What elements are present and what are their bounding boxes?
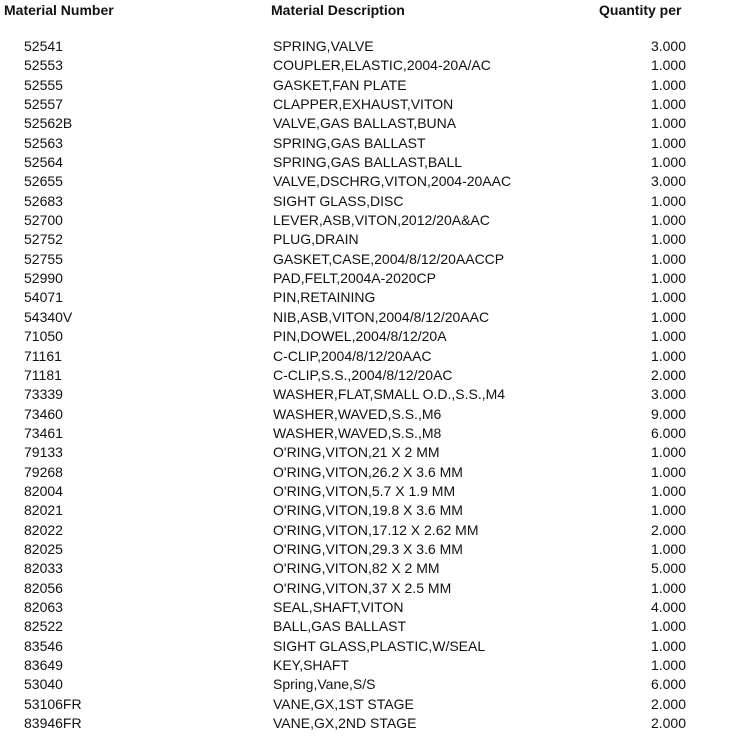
material-description-cell: VALVE,GAS BALLAST,BUNA (273, 115, 457, 132)
table-row (0, 598, 740, 617)
table-row (0, 579, 740, 598)
table-row (0, 675, 740, 694)
material-number-cell: 82033 (24, 560, 63, 577)
material-description-cell: O'RING,VITON,19.8 X 3.6 MM (273, 502, 463, 519)
material-description-cell: SIGHT GLASS,DISC (273, 192, 404, 209)
parts-table-body (0, 37, 740, 733)
quantity-cell: 1.000 (650, 347, 686, 364)
quantity-cell: 9.000 (650, 405, 686, 422)
material-number-cell: 52553 (24, 57, 63, 74)
quantity-cell: 1.000 (650, 96, 686, 113)
table-row (0, 37, 740, 56)
material-description-cell: PLUG,DRAIN (273, 231, 359, 248)
table-row (0, 114, 740, 133)
quantity-cell: 1.000 (650, 270, 686, 287)
table-row (0, 463, 740, 482)
table-row (0, 172, 740, 191)
material-number-cell: 52700 (24, 212, 63, 229)
material-number-cell: 73461 (24, 424, 63, 441)
material-description-cell: CLAPPER,EXHAUST,VITON (273, 96, 454, 113)
quantity-cell: 5.000 (650, 560, 686, 577)
quantity-cell: 3.000 (650, 173, 686, 190)
material-description-cell: SEAL,SHAFT,VITON (273, 598, 404, 615)
table-row (0, 540, 740, 559)
material-number-cell: 52562B (24, 115, 73, 132)
material-number-cell: 82022 (24, 521, 63, 538)
material-number-cell: 82522 (24, 618, 63, 635)
table-row (0, 385, 740, 404)
table-row (0, 366, 740, 385)
table-row (0, 250, 740, 269)
material-description-cell: VANE,GX,1ST STAGE (273, 695, 414, 712)
material-description-cell: O'RING,VITON,17.12 X 2.62 MM (273, 521, 479, 538)
material-number-cell: 73339 (24, 386, 63, 403)
material-description-cell: SPRING,GAS BALLAST,BALL (273, 154, 463, 171)
quantity-cell: 1.000 (650, 482, 686, 499)
material-description-cell: C-CLIP,S.S.,2004/8/12/20AC (273, 366, 453, 383)
quantity-cell: 1.000 (650, 192, 686, 209)
material-description-cell: NIB,ASB,VITON,2004/8/12/20AAC (273, 308, 490, 325)
material-number-cell: 54071 (24, 289, 63, 306)
material-number-cell: 52555 (24, 76, 63, 93)
quantity-cell: 1.000 (650, 657, 686, 673)
material-description-cell: WASHER,WAVED,S.S.,M8 (273, 424, 442, 441)
material-description-cell: O'RING,VITON,26.2 X 3.6 MM (273, 463, 463, 480)
table-row (0, 211, 740, 230)
table-row (0, 230, 740, 249)
material-number-cell: 52564 (24, 154, 63, 171)
material-number-cell: 53040 (24, 676, 63, 693)
table-row (0, 327, 740, 346)
material-number-cell: 82004 (24, 482, 63, 499)
material-description-cell: O'RING,VITON,37 X 2.5 MM (273, 579, 452, 596)
material-number-cell: 52563 (24, 134, 63, 151)
material-description-cell: GASKET,CASE,2004/8/12/20AACCP (273, 250, 505, 267)
table-row (0, 443, 740, 462)
material-description-cell: KEY,SHAFT (273, 657, 349, 673)
table-row (0, 617, 740, 636)
quantity-cell: 3.000 (650, 38, 686, 54)
quantity-cell: 1.000 (650, 444, 686, 461)
table-row (0, 637, 740, 656)
quantity-cell: 1.000 (650, 154, 686, 171)
table-row (0, 192, 740, 211)
quantity-cell: 2.000 (650, 521, 686, 538)
material-description-cell: O'RING,VITON,29.3 X 3.6 MM (273, 540, 463, 557)
material-description-cell: SPRING,GAS BALLAST (273, 134, 426, 151)
table-row (0, 695, 740, 714)
table-row (0, 269, 740, 288)
quantity-cell: 6.000 (650, 424, 686, 441)
quantity-cell: 2.000 (650, 366, 686, 383)
material-number-cell: 82056 (24, 579, 63, 596)
material-description-cell: PAD,FELT,2004A-2020CP (273, 270, 436, 287)
quantity-cell: 3.000 (650, 386, 686, 403)
material-number-cell: 71050 (24, 328, 63, 345)
material-description-cell: O'RING,VITON,5.7 X 1.9 MM (273, 482, 456, 499)
material-description-cell: BALL,GAS BALLAST (273, 618, 407, 635)
quantity-cell: 2.000 (650, 715, 686, 732)
material-number-cell: 73460 (24, 405, 63, 422)
table-row (0, 288, 740, 307)
quantity-cell: 1.000 (650, 308, 686, 325)
table-row (0, 521, 740, 540)
material-number-cell: 83946FR (24, 715, 82, 732)
material-description-cell: VALVE,DSCHRG,VITON,2004-20AAC (273, 173, 512, 190)
material-description-cell: C-CLIP,2004/8/12/20AAC (273, 347, 432, 364)
quantity-cell: 1.000 (650, 231, 686, 248)
quantity-cell: 1.000 (650, 212, 686, 229)
quantity-cell: 1.000 (650, 502, 686, 519)
table-row (0, 559, 740, 578)
material-description-cell: LEVER,ASB,VITON,2012/20A&AC (273, 212, 490, 229)
table-row (0, 308, 740, 327)
material-description-cell: WASHER,FLAT,SMALL O.D.,S.S.,M4 (273, 386, 506, 403)
material-description-cell: PIN,RETAINING (273, 289, 376, 306)
material-number-cell: 52541 (24, 38, 63, 54)
table-row (0, 424, 740, 443)
quantity-cell: 2.000 (650, 695, 686, 712)
material-number-cell: 52683 (24, 192, 63, 209)
material-number-header: Material Number (4, 2, 114, 18)
quantity-cell: 1.000 (650, 579, 686, 596)
table-row (0, 714, 740, 733)
quantity-cell: 4.000 (650, 598, 686, 615)
material-number-cell: 52752 (24, 231, 63, 248)
table-row (0, 76, 740, 95)
table-row (0, 482, 740, 501)
quantity-cell: 6.000 (650, 676, 686, 693)
quantity-cell: 1.000 (650, 540, 686, 557)
quantity-cell: 1.000 (650, 463, 686, 480)
quantity-cell: 1.000 (650, 250, 686, 267)
table-row (0, 56, 740, 75)
material-number-cell: 83546 (24, 637, 63, 654)
material-number-cell: 71161 (24, 347, 62, 364)
material-number-cell: 52655 (24, 173, 63, 190)
material-number-cell: 52557 (24, 96, 63, 113)
quantity-cell: 1.000 (650, 637, 686, 654)
material-description-cell: SPRING,VALVE (273, 38, 374, 54)
material-description-cell: Spring,Vane,S/S (273, 676, 376, 693)
material-number-cell: 83649 (24, 657, 63, 673)
material-description-cell: PIN,DOWEL,2004/8/12/20A (273, 328, 447, 345)
table-row (0, 347, 740, 366)
quantity-cell: 1.000 (650, 115, 686, 132)
table-row (0, 405, 740, 424)
material-description-cell: SIGHT GLASS,PLASTIC,W/SEAL (273, 637, 486, 654)
quantity-cell: 1.000 (650, 134, 686, 151)
table-row (0, 656, 740, 675)
quantity-cell: 1.000 (650, 328, 686, 345)
material-number-cell: 79268 (24, 463, 63, 480)
material-description-cell: O'RING,VITON,21 X 2 MM (273, 444, 440, 461)
table-row (0, 95, 740, 114)
material-number-cell: 52990 (24, 270, 63, 287)
material-number-cell: 82025 (24, 540, 63, 557)
material-number-cell: 82021 (24, 502, 63, 519)
material-number-cell: 71181 (24, 366, 62, 383)
quantity-per-header: Quantity per (599, 2, 682, 18)
material-number-cell: 52755 (24, 250, 63, 267)
quantity-cell: 1.000 (650, 57, 686, 74)
material-number-cell: 53106FR (24, 695, 82, 712)
quantity-cell: 1.000 (650, 76, 686, 93)
table-row (0, 153, 740, 172)
table-header (0, 2, 740, 24)
material-number-cell: 54340V (24, 308, 73, 325)
table-row (0, 501, 740, 520)
quantity-cell: 1.000 (650, 289, 686, 306)
material-number-cell: 79133 (24, 444, 63, 461)
material-description-header: Material Description (271, 2, 405, 18)
material-description-cell: VANE,GX,2ND STAGE (273, 715, 417, 732)
material-number-cell: 82063 (24, 598, 63, 615)
material-description-cell: COUPLER,ELASTIC,2004-20A/AC (273, 57, 491, 74)
quantity-cell: 1.000 (650, 618, 686, 635)
material-description-cell: O'RING,VITON,82 X 2 MM (273, 560, 440, 577)
material-description-cell: GASKET,FAN PLATE (273, 76, 407, 93)
table-row (0, 134, 740, 153)
material-description-cell: WASHER,WAVED,S.S.,M6 (273, 405, 442, 422)
